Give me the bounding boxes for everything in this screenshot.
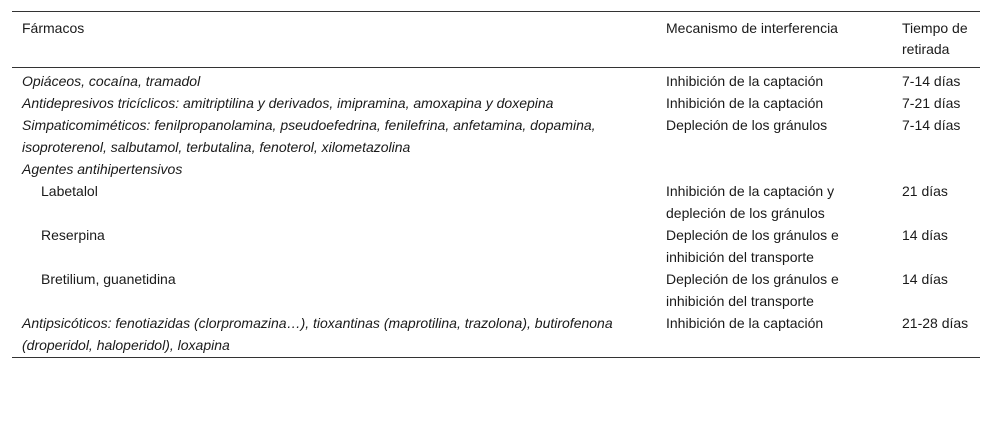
table-row — [12, 180, 980, 224]
withdrawal-cell: 21 días — [902, 183, 948, 199]
withdrawal-cell: 7-21 días — [902, 95, 961, 111]
header-withdrawal-time: Tiempo de retirada — [902, 20, 968, 57]
mechanism-cell: Inhibición de la captación — [666, 95, 824, 111]
withdrawal-cell: 7-14 días — [902, 73, 961, 89]
table-row — [12, 224, 980, 268]
mechanism-cell — [656, 158, 894, 180]
drug-cell: Reserpina — [41, 227, 105, 243]
mechanism-cell: Depleción de los gránulos — [666, 117, 828, 133]
mechanism-cell: Inhibición de la captación — [666, 315, 824, 331]
header-drugs: Fármacos — [22, 20, 85, 36]
header-row — [12, 12, 980, 68]
withdrawal-cell — [894, 158, 980, 180]
drug-interference-table — [12, 11, 980, 358]
mechanism-cell: Depleción de los gránulos e inhibición del transporte — [666, 227, 839, 265]
drug-cell: Antidepresivos tricíclicos: amitriptilina y derivados, imipramina, amoxapina y doxepina — [22, 95, 554, 111]
table-row — [12, 68, 980, 93]
withdrawal-cell: 7-14 días — [902, 117, 961, 133]
drug-group-cell: Agentes antihipertensivos — [22, 161, 183, 177]
drug-cell: Simpaticomiméticos: fenilpropanolamina, pseudoefedrina, fenilefrina, anfetamina, dopamina, isoproterenol, salbutamol, terbutalina, fenoterol, xilometazolina — [22, 117, 596, 155]
mechanism-cell: Inhibición de la captación — [666, 73, 824, 89]
drug-cell: Labetalol — [41, 183, 98, 199]
mechanism-cell: Inhibición de la captación y depleción de los gránulos — [666, 183, 835, 221]
drug-cell: Bretilium, guanetidina — [41, 271, 176, 287]
drug-cell: Opiáceos, cocaína, tramadol — [22, 73, 201, 89]
mechanism-cell: Depleción de los gránulos e inhibición del transporte — [666, 271, 839, 309]
header-mechanism: Mecanismo de interferencia — [666, 20, 838, 36]
table-row — [12, 268, 980, 312]
withdrawal-cell: 14 días — [902, 271, 948, 287]
table-row — [12, 114, 980, 158]
withdrawal-cell: 14 días — [902, 227, 948, 243]
withdrawal-cell: 21-28 días — [902, 315, 969, 331]
table-row — [12, 92, 980, 114]
table-row — [12, 312, 980, 358]
drug-cell: Antipsicóticos: fenotiazidas (clorpromazina…), tioxantinas (maprotilina, trazolona), butirofenona (droperidol, haloperidol), loxapina — [22, 315, 613, 353]
table-row-group-heading — [12, 158, 980, 180]
